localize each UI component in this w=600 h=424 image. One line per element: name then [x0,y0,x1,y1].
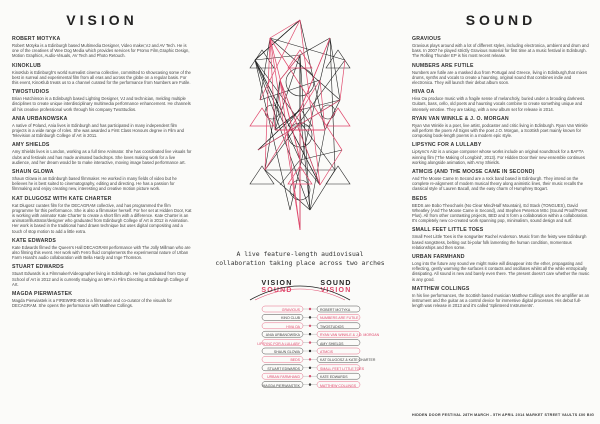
sound-arch-item: SMALL FEET LITTLE TOES [320,366,365,371]
vision-title: VISION [66,12,138,28]
sound-entry-name: URBAN FARMHAND [412,254,465,261]
middle-column [200,0,400,424]
vision-entry [12,89,192,112]
tagline-line-2: collaboration taking place across two arches [215,259,385,267]
vision-entry-name: AMY SHIELDS [12,142,50,149]
vision-entry [12,238,192,261]
sound-entry-name: ATMCIS (AND THE MOOSE CAME IN SECOND) [412,169,535,176]
sound-entry-name: GRAVIOUS [412,36,441,42]
vision-entry-body: Kat Dlugosz curates film for the DECAGRAM collective, and has programmed the film programme for this performance. She is also a filmmaker herself. For her set at Hidden Door, Kat is working with animator Kate Charter to create a short film with a difference. Kate Charter is an animator/illustrator/designer who graduated from Edinburgh College of Art in 2012 in Animation. Her work is based in the traditional hand drawn technique but uses digital compositing and a touch of stop motion to add a little extra. [12,202,192,234]
sound-entry-name: NUMBERS ARE FUTILE [412,62,474,69]
sound-entry-name: RYAN VAN WINKLE & J. O. MORGAN [412,115,509,122]
vision-entry-body: Amy Shields lives in London, working as a full time Animator. She has coordinated live visuals for clubs and festivals and has made animated backdrops. She loves making work for a live audience, and her dream would be to make interactive, moving image based performance art. [12,149,192,165]
vision-entry-name: ANIA URBANOWSKA [12,115,68,122]
vision-entry-body: Kate Edwards filmed the Queen's Hall DECAGRAM performance with The Jolly Millman who are also filming this event. Her work with Ferro fluid complements the experimental nature of Urban Farm Hoard's audio collaboration with Bella Hardy and Inge Thomson. [12,244,191,261]
tagline [200,250,400,268]
sound-arch-item: KATE EDWARDS [320,375,348,380]
sound-arch-item: ROBERT MOTYKA [320,308,351,312]
vision-entry [12,142,192,165]
vision-arch-item: HIVA OA [286,324,300,329]
sound-entry-body: Small Feet Little Toes is the songwriter Rachel Anderson. Music from the feisty wee Edinburgh based songstress, belting out bi-polar folk lamenting the human condition, momentous relationships and then some. [412,234,587,250]
sound-entry-name: SMALL FEET LITTLE TOES [412,227,484,234]
sound-arch-item: TWOSTUDIOS [320,324,344,329]
vision-entry-body: Magda Pierwiastek is a FIREWIRE-800 is a filmmaker and co-curator of the visuals for DECAGRAM. She opens the performance with Matthew Collings. [12,298,172,309]
vision-arch-item: STUART EDWARDS [267,366,300,371]
sound-entry-name: LIPSYNC FOR A LULLABY [412,142,482,149]
sound-entry [412,169,590,192]
vision-arch-item: URBAN FARMHAND [267,375,300,380]
vision-entry-name: SHAUN GLOWA [12,169,54,176]
sound-arch-item: KAT DLUGOSZ & KATE CHARTER [320,358,376,363]
vision-entry [12,169,192,192]
sound-title: SOUND [465,12,537,28]
vision-arch-list [240,306,300,390]
vision-entry-body: A native of Poland, Ania lives in Edinburgh and has participated in many independent film projects in a wide range of roles. She was awarded a First Class Honours degree in Film and Television at Edinburgh College of Art in 2011. [12,122,185,139]
vision-arch-item: KINO CLUB [281,316,300,321]
vision-entry-name: KAT DLUGOSZ WITH KATE CHARTER [12,195,112,202]
vision-entry [12,196,192,234]
vision-entry-body: KinoKlub is Edinburgh's world surrealist cinema collective, committed to showcasing some of the best in surreal and experimental film from all eras and across the globe on a regular basis. For this event, KinoKlub treats us to a channel curated for the performance from Numbers are Futile. [12,69,191,86]
vision-entry-name: KATE EDWARDS [12,237,57,244]
vision-entry [12,63,192,86]
vision-arch-item: ANIA URBANOWSKA [265,333,300,338]
sound-entry [412,227,590,250]
sound-entry-body: Lipsync's Aitz is a unique composer whose works include an original soundtrack for a BAFTA winning film ('The Making of Longbird', 2013). For Hidden Door their new ensemble continues working alongside animation, with Amy Shields. [412,149,585,165]
sound-entries [412,36,590,309]
vision-entry-name: TWOSTUDIOS [12,89,50,96]
vision-entry-name: KINOKLUB [12,62,41,69]
sound-entry-body: And The Moose Came In Second are a rock band based in Edinburgh. They intend on the complete re-alignment of modern musical theory along animistic lines, their music recalls the classical style of Lauren Bacall, and the easy charm of Humphrey Bogart. [412,176,584,192]
sound-entry [412,286,590,309]
vision-entry-body: Shaun Glowa is an Edinburgh based filmmaker. He worked in many fields of video but he believes he is best suited to cinematography, editing and directing. He has a passion for filmmaking and enjoy creating new, interesting and creative motion picture work. [12,176,177,192]
sound-entry-body: Gravious plays around with a lot of different styles, including electronica, ambient and drum and bass. In 2007 he played strictly Gravious material for first time at a music festival in Edinburgh. The Rolling Thunder EP is his most recent release. [412,43,589,59]
sound-entry-body: Hiva Oa produce music with a fragile sense of melancholy, buried under a brooding darkness. Guitars, bass, cello, old poets and haunting vocals combine to create something unique and intensely emotive. They are taking, with a new album set for release in 2014. [412,96,586,112]
sound-arch-item: NUMBERS ARE FUTILE [320,316,359,321]
vision-entry-name: MAGDA PIERWIASTEK [12,291,73,298]
vision-entry [12,264,192,287]
vision-label-bottom: SOUND [261,287,293,294]
sound-entry-name: BEDS [412,195,428,202]
vision-sound-label [247,280,307,294]
sound-entry-body: BEDS are Bobo Theocharis (No Clear Mind/Half Mountain), Ed Stack (TONGUES), David Wheatley (And The Moose Came in Second), and Stephen Peterson MSc (Sound Proof/Forest Plus). All from other contrasting projects, BED and S form a collaboration within a collaboration. It's completely new co-created work spanning pop, minimalism, sound design and surf. [412,202,589,224]
vision-entry-name: STUART EDWARDS [12,264,64,271]
vision-entries [12,36,192,309]
vision-arch-item: GRAVIOUS [281,308,300,312]
vision-entry-body: Robert Motyka is a Edinburgh based Multimedia Designer, Video maker,VJ and AV Tech. He is one of the creatives of Wee Dog Media which provides services for Promo Film,Graphic Design, Motion Graphics, Audio-Visuals, AV Tech and Photo Retouch. [12,43,190,59]
sound-entry-body: Ryan Van Winkle is a poet, live artist, podcaster and critic living in Edinburgh. Ryan Van Winkle will perform the poem All Signs with the poet J.O. Morgan, a Scottish poet mainly known for composing book-length poems in a modern epic style. [412,122,588,139]
sound-arch-item: RYAN VAN WINKLE & J.O. MORGAN [320,333,380,338]
sound-entry-body: Long into the future any sound we might make will disappear into the ether, propagating and reflecting, gently warming the surfaces it contacts and oscillates whilst all the while entropically dissipating. All sound is new and barely even there. The present doesn't care whether the music is any good. [412,261,590,282]
vision-column [0,0,200,313]
sound-entry [412,63,590,86]
sound-label-bottom: VISION [320,287,352,294]
sound-entry-body: In his live performances, the Scottish based musician Matthew Collings uses the amplifier as an instrument and the guitar as a control device for immersive digital processes. His debut full-length was release in 2013 and it's called 'Splintered Instruments'. [412,292,590,309]
sound-vision-label [306,280,366,294]
tagline-line-1: A live feature-length audiovisual [236,250,364,258]
festival-footer: HIDDEN DOOR FESTIVAL 28TH MARCH - 5TH APRIL 2014 MARKET STREET VAULTS £00 BIG [412,413,595,417]
vision-arch-item: LIPSYNC FOR A LULLABY [257,341,300,346]
sound-entry [412,116,590,139]
vision-label-top: VISION [261,280,293,287]
sound-entry-name: MATTHEW COLLINGS [412,285,470,292]
sound-label-top: SOUND [320,280,352,287]
sound-entry [412,89,590,112]
sound-entry-name: HIVA OA [412,89,435,96]
geometric-logo [200,0,400,250]
vision-arch-item: SHAUN GLOWA [273,349,300,354]
vision-entry-name: ROBERT MOTYKA [12,36,61,42]
vision-entry-body: Brian Hutchinson is a Edinburgh based Lighting Designer, VJ and technician, melding multiple disciplines to create unique interdisciplinary multimedia performance enhancement. He channels all his creative professional work through his company TwoStudios. [12,96,191,112]
sound-column [400,0,600,313]
vision-arch-item: BEDS [290,358,300,363]
sound-arch-item: MATTHEW COLLINGS [320,383,357,388]
vision-arch-item: MAGDA PIERWIASTEK [262,383,300,388]
sound-entry [412,254,590,282]
vision-entry-body: Stuart Edwards is a Filmmaker/Videographer living in Edinburgh. He has graduated from Gray School of Art in 2012 and is currently studying an MFA in Film Directing at Edinburgh College of Art. [12,271,189,287]
sound-entry [412,142,590,165]
sound-arch-item: ATMCIS [320,349,333,354]
sound-entry-body: Numbers are futile are a masked duo from Portugal and Greece, living in Edinburgh,that mixes drums, synths and vocals to create a haunting, original sound that combines indie and electronica. They will launch their debut album soon. [412,69,588,86]
sound-arch-item: AMY SHIELDS [320,341,344,346]
vision-entry [12,116,192,139]
vision-entry [12,291,192,308]
sound-entry [412,36,590,59]
vision-entry [12,36,192,59]
sound-entry [412,196,590,224]
sound-arch-list [320,306,380,390]
